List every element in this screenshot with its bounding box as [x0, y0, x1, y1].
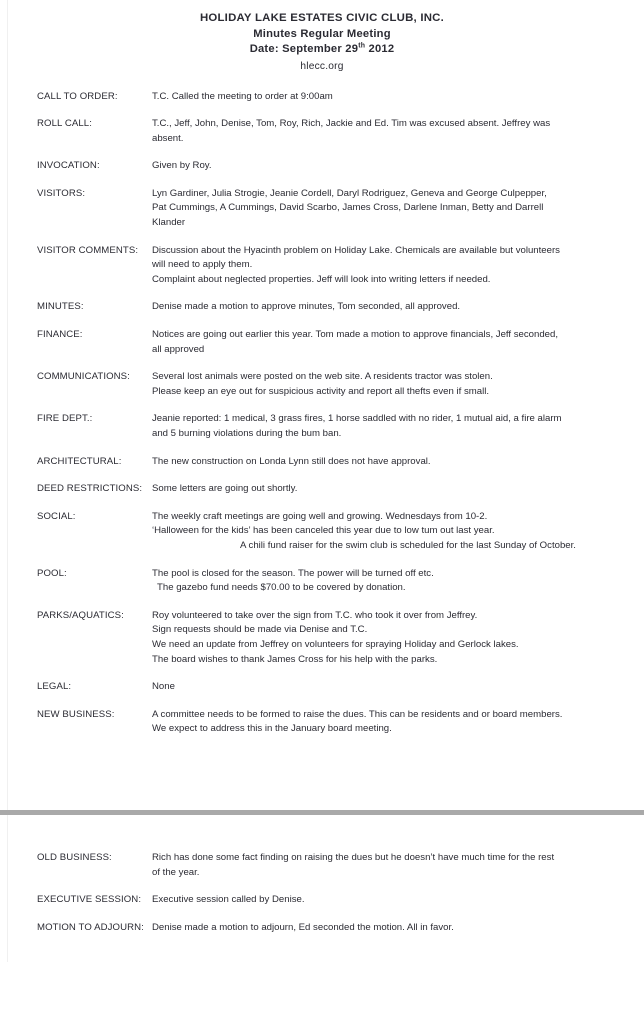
minutes-row-label: SOCIAL:: [37, 510, 76, 522]
minutes-row: [0, 300, 644, 315]
minutes-row-line: Lyn Gardiner, Julia Strogie, Jeanie Cordell, Daryl Rodriguez, Geneva and George Culpepper,: [152, 187, 547, 199]
document-page-two: [0, 851, 644, 948]
document-header: [0, 0, 644, 75]
minutes-row-line: T.C. Called the meeting to order at 9:00am: [152, 90, 333, 102]
minutes-row-line: Complaint about neglected properties. Jeff will look into writing letters if needed.: [152, 273, 491, 285]
minutes-row-line: Executive session called by Denise.: [152, 894, 305, 906]
minutes-row-body: [152, 300, 620, 315]
minutes-row-line: Notices are going out earlier this year. Tom made a motion to approve financials, Jeff seconded,: [152, 329, 559, 341]
website-url: hlecc.org: [300, 60, 344, 72]
minutes-row-body: [152, 159, 620, 174]
minutes-row-line: absent.: [152, 132, 184, 144]
minutes-row: [0, 921, 644, 936]
minutes-row-line: Please keep an eye out for suspicious activity and report all thefts even if small.: [152, 385, 490, 397]
minutes-row-line: will need to apply them.: [152, 259, 253, 271]
minutes-row-line: Given by Roy.: [152, 160, 212, 172]
minutes-row-body: [152, 244, 620, 288]
minutes-row-line: The pool is closed for the season. The power will be turned off etc.: [152, 567, 434, 579]
minutes-row-line: The weekly craft meetings are going well and growing. Wednesdays from 10-2.: [152, 510, 488, 522]
minutes-row-line: Klander: [152, 217, 186, 229]
minutes-row-line: Roy volunteered to take over the sign from T.C. who took it over from Jeffrey.: [152, 609, 478, 621]
minutes-row-line: We need an update from Jeffrey on volunteers for spraying Holiday and Gerlock lakes.: [152, 638, 519, 650]
minutes-row-line: of the year.: [152, 866, 200, 878]
minutes-row-line: T.C., Jeff, John, Denise, Tom, Roy, Rich, Jackie and Ed. Tim was excused absent. Jeffrey was: [152, 118, 551, 130]
minutes-row: [0, 455, 644, 470]
minutes-row-line: A chili fund raiser for the swim club is scheduled for the last Sunday of October.: [240, 539, 576, 551]
minutes-row-body: [152, 482, 620, 497]
minutes-row-body: [152, 567, 620, 596]
minutes-row-line: The new construction on Londa Lynn still does not have approval.: [152, 455, 431, 467]
minutes-row-line: Sign requests should be made via Denise and T.C.: [152, 624, 368, 636]
minutes-row-line: Pat Cummings, A Cummings, David Scarbo, James Cross, Darlene Inman, Betty and Darrell: [152, 202, 544, 214]
minutes-row: [0, 708, 644, 737]
minutes-row-label: NEW BUSINESS:: [37, 708, 115, 720]
minutes-row-line: Jeanie reported: 1 medical, 3 grass fires, 1 horse saddled with no rider, 1 mutual aid, a fire alarm: [152, 413, 562, 425]
meeting-date-prefix: Date: September 29: [249, 43, 359, 55]
minutes-row-body: [152, 370, 620, 399]
minutes-row-body: [152, 455, 620, 470]
organization-title: HOLIDAY LAKE ESTATES CIVIC CLUB, INC.: [199, 12, 445, 24]
minutes-row: [0, 328, 644, 357]
minutes-row-body: [152, 187, 620, 231]
minutes-row: [0, 567, 644, 596]
minutes-row-body: [152, 921, 620, 936]
minutes-row-label: MINUTES:: [37, 301, 84, 313]
minutes-row-body: [152, 510, 620, 554]
minutes-row-line: all approved: [152, 343, 205, 355]
minutes-row-line: Denise made a motion to adjourn, Ed seconded the motion. All in favor.: [152, 921, 454, 933]
minutes-row: [0, 510, 644, 554]
minutes-row-body: [152, 609, 620, 667]
minutes-row: [0, 159, 644, 174]
minutes-row-label: ARCHITECTURAL:: [37, 455, 122, 467]
minutes-row-line: and 5 burning violations during the bum ban.: [152, 428, 342, 439]
minutes-row-label: PARKS/AQUATICS:: [37, 609, 124, 621]
minutes-row: [0, 187, 644, 231]
minutes-row-label: FINANCE:: [37, 329, 83, 341]
minutes-row-body: [152, 708, 620, 737]
minutes-row-body: [152, 893, 620, 908]
minutes-row-line: The gazebo fund needs $70.00 to be covered by donation.: [157, 582, 406, 594]
minutes-row-label: FIRE DEPT.:: [37, 413, 93, 425]
minutes-row-line: Rich has done some fact finding on raising the dues but he doesn’t have much time for the rest: [152, 852, 555, 863]
minutes-row: [0, 680, 644, 695]
minutes-row-label: INVOCATION:: [37, 160, 100, 172]
minutes-row-line: The board wishes to thank James Cross for his help with the parks.: [152, 653, 438, 665]
minutes-row: [0, 412, 644, 441]
minutes-row-label: OLD BUSINESS:: [37, 852, 112, 863]
minutes-row-label: DEED RESTRICTIONS:: [37, 483, 143, 495]
minutes-row-label: COMMUNICATIONS:: [37, 371, 130, 383]
minutes-body-continued: [0, 851, 644, 935]
minutes-row: [0, 90, 644, 105]
minutes-row-line: Some letters are going out shortly.: [152, 483, 298, 495]
minutes-row-body: [152, 90, 620, 105]
minutes-row-line: Discussion about the Hyacinth problem on Holiday Lake. Chemicals are available but volunteers: [152, 244, 560, 256]
minutes-row-label: POOL:: [37, 567, 67, 579]
minutes-row-body: [152, 851, 620, 880]
minutes-row-body: [152, 117, 620, 146]
minutes-row-body: [152, 412, 620, 441]
minutes-row: [0, 244, 644, 288]
minutes-row: [0, 609, 644, 667]
minutes-row-line: None: [152, 681, 175, 693]
minutes-row-label: CALL TO ORDER:: [37, 90, 118, 102]
minutes-row-body: [152, 680, 620, 695]
meeting-date-ordinal: th: [358, 42, 366, 50]
minutes-row-line: We expect to address this in the January board meeting.: [152, 723, 392, 735]
minutes-row: [0, 851, 644, 880]
page-break-separator: [0, 806, 644, 818]
minutes-row-label: VISITORS:: [37, 187, 86, 199]
minutes-row-label: VISITOR COMMENTS:: [37, 244, 139, 256]
meeting-date: [0, 42, 644, 58]
minutes-body: [0, 90, 644, 737]
minutes-row-line: Denise made a motion to approve minutes, Tom seconded, all approved.: [152, 301, 461, 313]
minutes-row-label: EXECUTIVE SESSION:: [37, 894, 142, 906]
minutes-row: [0, 482, 644, 497]
minutes-row-line: A committee needs to be formed to raise the dues. This can be residents and or board members.: [152, 708, 563, 720]
page-break-band: [0, 810, 644, 815]
minutes-row: [0, 370, 644, 399]
minutes-row-line: Several lost animals were posted on the web site. A residents tractor was stolen.: [152, 371, 493, 383]
minutes-row: [0, 117, 644, 146]
minutes-row-label: LEGAL:: [37, 681, 72, 693]
meeting-date-year: 2012: [365, 43, 395, 55]
minutes-row: [0, 893, 644, 908]
minutes-row-body: [152, 328, 620, 357]
minutes-row-label: ROLL CALL:: [37, 118, 92, 130]
minutes-row-line: ‘Halloween for the kids’ has been canceled this year due to low tum out last year.: [152, 525, 495, 537]
minutes-row-label: MOTION TO ADJOURN:: [37, 921, 144, 933]
document-subtitle: Minutes Regular Meeting: [253, 27, 391, 40]
